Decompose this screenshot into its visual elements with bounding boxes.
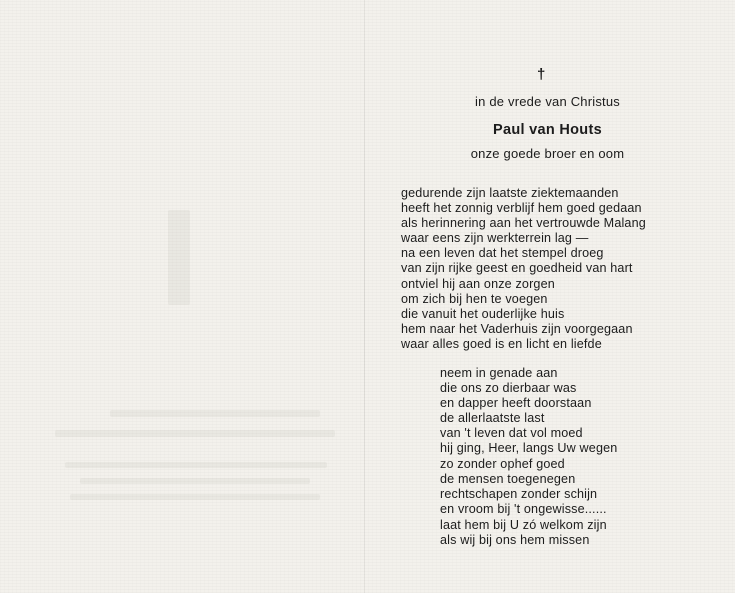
verse-line: rechtschapen zonder schijn	[440, 486, 598, 501]
verse-line: gedurende zijn laatste ziektemaanden	[401, 186, 619, 200]
verse-line: en dapper heeft doorstaan	[440, 396, 592, 411]
verse-line: na een leven dat het stempel droeg	[401, 246, 604, 261]
verse-line: zo zonder ophef goed	[440, 456, 565, 471]
verse-line: die vanuit het ouderlijke huis	[401, 306, 565, 321]
intro-line: in de vrede van Christus	[475, 94, 620, 109]
verse-block-1	[401, 186, 646, 352]
bleed-through-mark	[80, 478, 310, 484]
verse-line: de allerlaatste last	[440, 411, 545, 426]
verse-line: ontviel hij aan onze zorgen	[401, 276, 555, 291]
verse-line: als wij bij ons hem missen	[440, 533, 590, 548]
verse-line: laat hem bij U zó welkom zijn	[440, 518, 607, 532]
verse-line: waar alles goed is en licht en liefde	[401, 336, 602, 351]
cross-icon: †	[537, 66, 546, 83]
verse-line: hij ging, Heer, langs Uw wegen	[440, 441, 618, 456]
verse-line: als herinnering aan het vertrouwde Malang	[401, 216, 646, 231]
verse-line: om zich bij hen te voegen	[401, 291, 548, 306]
verse-line: de mensen toegenegen	[440, 471, 576, 486]
bleed-through-mark	[110, 410, 320, 417]
verse-line: die ons zo dierbaar was	[440, 381, 577, 396]
relation-line: onze goede broer en oom	[470, 146, 625, 161]
verse-line: en vroom bij 't ongewisse......	[440, 501, 607, 516]
right-panel-text	[365, 0, 735, 593]
verse-line: van zijn rijke geest en goedheid van hart	[401, 261, 633, 276]
deceased-name: Paul van Houts	[493, 122, 602, 138]
verse-line: neem in genade aan	[440, 366, 558, 380]
verse-block-3	[440, 518, 607, 548]
verse-line: hem naar het Vaderhuis zijn voorgegaan	[401, 321, 633, 336]
left-panel-blank	[0, 0, 364, 593]
bleed-through-mark	[55, 430, 335, 437]
bleed-through-mark	[70, 494, 320, 500]
verse-line: heeft het zonnig verblijf hem goed gedaan	[401, 201, 642, 216]
verse-line: van 't leven dat vol moed	[440, 426, 583, 441]
bleed-through-mark	[168, 210, 190, 305]
bleed-through-mark	[65, 462, 327, 468]
verse-line: waar eens zijn werkterrein lag —	[401, 231, 589, 246]
verse-block-2	[440, 366, 617, 517]
